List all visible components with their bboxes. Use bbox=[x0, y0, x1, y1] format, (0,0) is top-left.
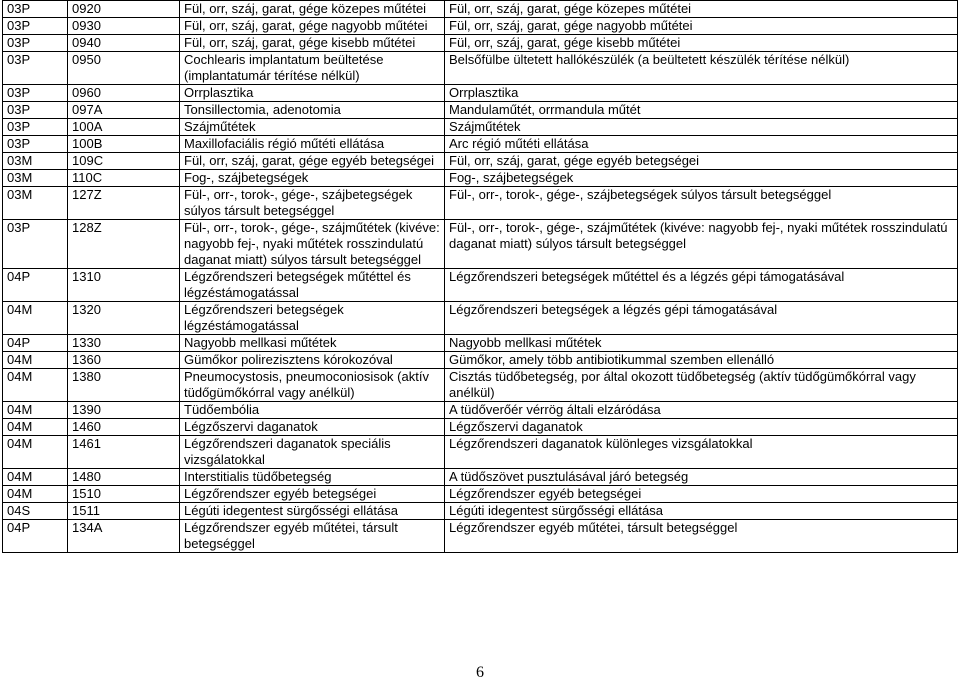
cell-category-code: 03P bbox=[3, 220, 68, 269]
cell-hungarian-name: Cisztás tüdőbetegség, por által okozott tüdőbetegség (aktív tüdőgümőkórral vagy anélkül) bbox=[445, 369, 958, 402]
table-row bbox=[3, 136, 958, 153]
cell-hungarian-name: Fül, orr, száj, garat, gége kisebb műtétei bbox=[445, 35, 958, 52]
cell-category-code: 04M bbox=[3, 352, 68, 369]
table-row bbox=[3, 302, 958, 335]
cell-drg-code: 1320 bbox=[68, 302, 180, 335]
cell-hungarian-name: Légzőrendszer egyéb műtétei, társult betegséggel bbox=[445, 520, 958, 553]
table-row bbox=[3, 18, 958, 35]
cell-category-code: 04P bbox=[3, 520, 68, 553]
cell-hungarian-name: Nagyobb mellkasi műtétek bbox=[445, 335, 958, 352]
cell-drg-code: 1380 bbox=[68, 369, 180, 402]
cell-category-code: 04S bbox=[3, 503, 68, 520]
cell-latin-name: Légúti idegentest sürgősségi ellátása bbox=[180, 503, 445, 520]
cell-latin-name: Fül, orr, száj, garat, gége egyéb betegségei bbox=[180, 153, 445, 170]
table-row bbox=[3, 269, 958, 302]
cell-latin-name: Fül, orr, száj, garat, gége nagyobb műtétei bbox=[180, 18, 445, 35]
table-row bbox=[3, 369, 958, 402]
cell-latin-name: Légzőrendszeri betegségek műtéttel és légzéstámogatással bbox=[180, 269, 445, 302]
cell-drg-code: 100A bbox=[68, 119, 180, 136]
cell-hungarian-name: Orrplasztika bbox=[445, 85, 958, 102]
table-row bbox=[3, 102, 958, 119]
cell-drg-code: 127Z bbox=[68, 187, 180, 220]
table-row bbox=[3, 52, 958, 85]
cell-hungarian-name: Fül, orr, száj, garat, gége egyéb betegségei bbox=[445, 153, 958, 170]
cell-hungarian-name: Légzőrendszeri betegségek a légzés gépi támogatásával bbox=[445, 302, 958, 335]
cell-drg-code: 1310 bbox=[68, 269, 180, 302]
cell-latin-name: Interstitialis tüdőbetegség bbox=[180, 469, 445, 486]
cell-hungarian-name: A tüdőszövet pusztulásával járó betegség bbox=[445, 469, 958, 486]
cell-latin-name: Pneumocystosis, pneumoconiosisok (aktív tüdőgümőkórral vagy anélkül) bbox=[180, 369, 445, 402]
cell-category-code: 03P bbox=[3, 1, 68, 18]
cell-category-code: 03P bbox=[3, 136, 68, 153]
table-row bbox=[3, 486, 958, 503]
cell-latin-name: Maxillofaciális régió műtéti ellátása bbox=[180, 136, 445, 153]
cell-drg-code: 1511 bbox=[68, 503, 180, 520]
table-row bbox=[3, 352, 958, 369]
cell-drg-code: 110C bbox=[68, 170, 180, 187]
table-row bbox=[3, 119, 958, 136]
drg-table bbox=[2, 0, 958, 553]
table-row bbox=[3, 1, 958, 18]
cell-category-code: 03M bbox=[3, 153, 68, 170]
cell-drg-code: 109C bbox=[68, 153, 180, 170]
cell-category-code: 04M bbox=[3, 436, 68, 469]
table-row bbox=[3, 436, 958, 469]
cell-category-code: 03M bbox=[3, 187, 68, 220]
cell-drg-code: 1461 bbox=[68, 436, 180, 469]
cell-category-code: 04M bbox=[3, 486, 68, 503]
cell-latin-name: Fog-, szájbetegségek bbox=[180, 170, 445, 187]
cell-latin-name: Fül, orr, száj, garat, gége közepes műtétei bbox=[180, 1, 445, 18]
cell-latin-name: Légzőrendszeri betegségek légzéstámogatással bbox=[180, 302, 445, 335]
cell-drg-code: 1480 bbox=[68, 469, 180, 486]
cell-hungarian-name: Szájműtétek bbox=[445, 119, 958, 136]
cell-category-code: 03P bbox=[3, 35, 68, 52]
cell-category-code: 03P bbox=[3, 85, 68, 102]
cell-latin-name: Gümőkor polirezisztens kórokozóval bbox=[180, 352, 445, 369]
table-row bbox=[3, 220, 958, 269]
cell-drg-code: 134A bbox=[68, 520, 180, 553]
cell-latin-name: Nagyobb mellkasi műtétek bbox=[180, 335, 445, 352]
cell-category-code: 03P bbox=[3, 102, 68, 119]
cell-drg-code: 0940 bbox=[68, 35, 180, 52]
table-row bbox=[3, 469, 958, 486]
cell-hungarian-name: Mandulaműtét, orrmandula műtét bbox=[445, 102, 958, 119]
cell-latin-name: Szájműtétek bbox=[180, 119, 445, 136]
table-row bbox=[3, 187, 958, 220]
cell-hungarian-name: Gümőkor, amely több antibiotikummal szemben ellenálló bbox=[445, 352, 958, 369]
cell-category-code: 04M bbox=[3, 469, 68, 486]
page-number: 6 bbox=[476, 664, 484, 681]
cell-category-code: 04M bbox=[3, 302, 68, 335]
cell-latin-name: Fül-, orr-, torok-, gége-, szájbetegségek súlyos társult betegséggel bbox=[180, 187, 445, 220]
cell-latin-name: Légzőrendszer egyéb betegségei bbox=[180, 486, 445, 503]
cell-drg-code: 1460 bbox=[68, 419, 180, 436]
cell-category-code: 03P bbox=[3, 119, 68, 136]
cell-latin-name: Fül-, orr-, torok-, gége-, szájműtétek (kivéve: nagyobb fej-, nyaki műtétek rosszindulatú daganat miatt) súlyos társult betegséggel bbox=[180, 220, 445, 269]
table-row bbox=[3, 402, 958, 419]
cell-category-code: 04M bbox=[3, 402, 68, 419]
cell-drg-code: 0950 bbox=[68, 52, 180, 85]
cell-drg-code: 1390 bbox=[68, 402, 180, 419]
cell-latin-name: Cochlearis implantatum beültetése (implantatumár térítése nélkül) bbox=[180, 52, 445, 85]
cell-latin-name: Tüdőembólia bbox=[180, 402, 445, 419]
cell-category-code: 04M bbox=[3, 369, 68, 402]
cell-drg-code: 128Z bbox=[68, 220, 180, 269]
table-row bbox=[3, 419, 958, 436]
cell-category-code: 04P bbox=[3, 269, 68, 302]
cell-drg-code: 100B bbox=[68, 136, 180, 153]
cell-hungarian-name: Légzőszervi daganatok bbox=[445, 419, 958, 436]
drg-table-body bbox=[3, 1, 958, 553]
cell-hungarian-name: Légzőrendszer egyéb betegségei bbox=[445, 486, 958, 503]
table-row bbox=[3, 170, 958, 187]
cell-hungarian-name: A tüdőverőér vérrög általi elzáródása bbox=[445, 402, 958, 419]
table-row bbox=[3, 335, 958, 352]
cell-hungarian-name: Fül-, orr-, torok-, gége-, szájműtétek (kivéve: nagyobb fej-, nyaki műtétek rosszindulatú daganat miatt) súlyos társult betegséggel bbox=[445, 220, 958, 269]
table-row bbox=[3, 85, 958, 102]
cell-hungarian-name: Fog-, szájbetegségek bbox=[445, 170, 958, 187]
cell-hungarian-name: Légzőrendszeri daganatok különleges vizsgálatokkal bbox=[445, 436, 958, 469]
table-row bbox=[3, 520, 958, 553]
cell-hungarian-name: Légúti idegentest sürgősségi ellátása bbox=[445, 503, 958, 520]
cell-category-code: 03M bbox=[3, 170, 68, 187]
cell-hungarian-name: Arc régió műtéti ellátása bbox=[445, 136, 958, 153]
cell-category-code: 03P bbox=[3, 52, 68, 85]
table-row bbox=[3, 503, 958, 520]
cell-hungarian-name: Fül, orr, száj, garat, gége közepes műtétei bbox=[445, 1, 958, 18]
cell-latin-name: Fül, orr, száj, garat, gége kisebb műtétei bbox=[180, 35, 445, 52]
cell-drg-code: 0960 bbox=[68, 85, 180, 102]
cell-drg-code: 0930 bbox=[68, 18, 180, 35]
cell-drg-code: 1510 bbox=[68, 486, 180, 503]
cell-drg-code: 1360 bbox=[68, 352, 180, 369]
cell-category-code: 04P bbox=[3, 335, 68, 352]
cell-drg-code: 097A bbox=[68, 102, 180, 119]
cell-hungarian-name: Belsőfülbe ültetett hallókészülék (a beültetett készülék térítése nélkül) bbox=[445, 52, 958, 85]
table-row bbox=[3, 35, 958, 52]
cell-hungarian-name: Légzőrendszeri betegségek műtéttel és a légzés gépi támogatásával bbox=[445, 269, 958, 302]
cell-latin-name: Tonsillectomia, adenotomia bbox=[180, 102, 445, 119]
cell-hungarian-name: Fül, orr, száj, garat, gége nagyobb műtétei bbox=[445, 18, 958, 35]
cell-drg-code: 1330 bbox=[68, 335, 180, 352]
cell-drg-code: 0920 bbox=[68, 1, 180, 18]
cell-hungarian-name: Fül-, orr-, torok-, gége-, szájbetegségek súlyos társult betegséggel bbox=[445, 187, 958, 220]
cell-latin-name: Orrplasztika bbox=[180, 85, 445, 102]
cell-latin-name: Légzőrendszeri daganatok speciális vizsgálatokkal bbox=[180, 436, 445, 469]
cell-latin-name: Légzőszervi daganatok bbox=[180, 419, 445, 436]
cell-category-code: 04M bbox=[3, 419, 68, 436]
cell-category-code: 03P bbox=[3, 18, 68, 35]
cell-latin-name: Légzőrendszer egyéb műtétei, társult betegséggel bbox=[180, 520, 445, 553]
table-row bbox=[3, 153, 958, 170]
